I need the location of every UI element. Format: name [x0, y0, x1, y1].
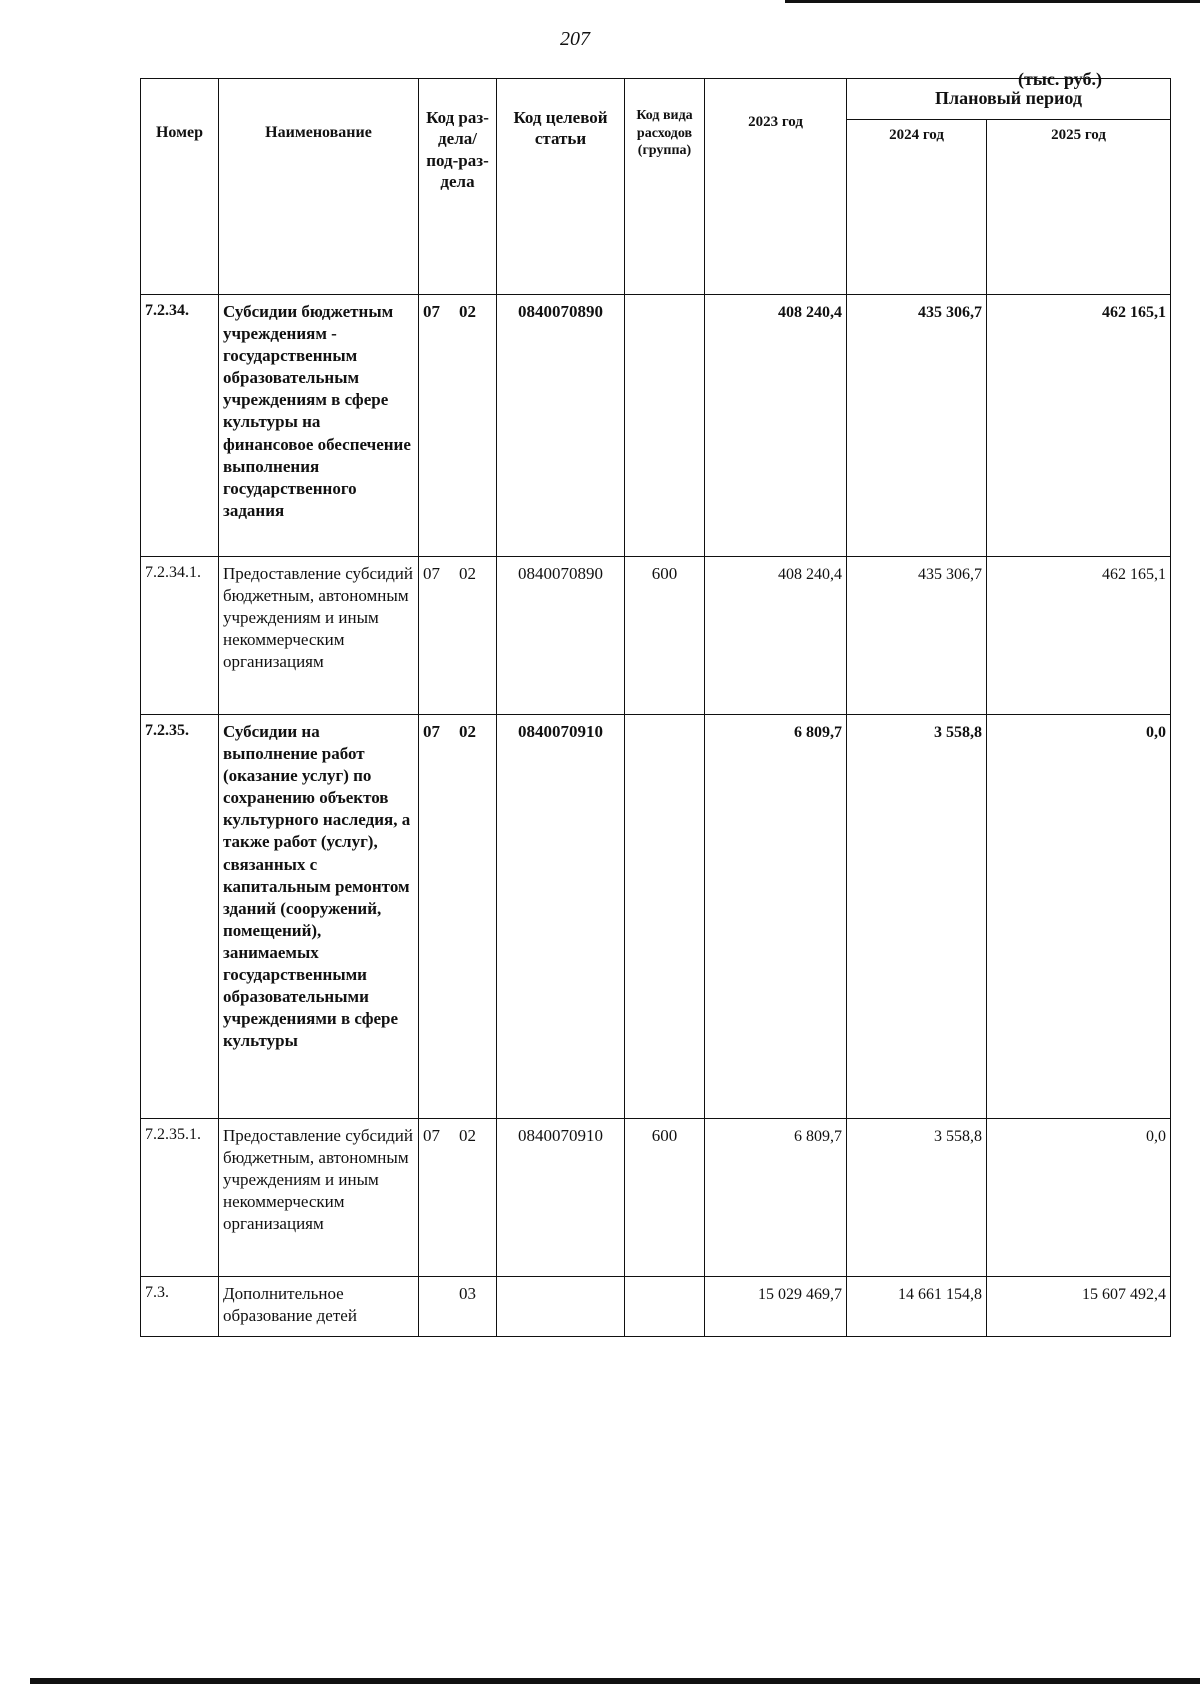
table-row	[141, 1277, 1171, 1337]
row-value-2023: 15 029 469,7	[705, 1277, 847, 1337]
row-name: Субсидии бюджетным учреждениям - государственным образовательным учреждениям в сфере культуры на финансовое обеспечение выполнения государственного задания	[219, 295, 419, 557]
row-value-2024: 435 306,7	[847, 295, 987, 557]
row-podrazdel: 02	[459, 1126, 476, 1145]
row-podrazdel: 02	[459, 564, 476, 583]
header-number: Номер	[141, 79, 219, 295]
bottom-rule	[30, 1678, 1200, 1684]
row-value-2025: 462 165,1	[987, 557, 1171, 715]
row-podrazdel: 02	[459, 302, 476, 321]
header-section-code: Код раз-дела/ под-раз-дела	[419, 79, 497, 295]
units-label: (тыс. руб.)	[1018, 69, 1102, 89]
row-name: Субсидии на выполнение работ (оказание услуг) по сохранению объектов культурного наследия, а также работ (услуг), связанных с капитальным ремонтом зданий (сооружений, помещений), занимаемых государственными образовательными учреждениями в сфере культуры	[219, 715, 419, 1119]
row-razdel: 07	[423, 1126, 440, 1145]
header-name: Наименование	[219, 79, 419, 295]
header-target-code: Код целевой статьи	[497, 79, 625, 295]
row-section-code	[419, 1119, 497, 1277]
row-section-code	[419, 557, 497, 715]
row-value-2023: 408 240,4	[705, 295, 847, 557]
row-target-code: 0840070890	[497, 557, 625, 715]
table-row	[141, 557, 1171, 715]
row-value-2024: 14 661 154,8	[847, 1277, 987, 1337]
row-value-2024: 435 306,7	[847, 557, 987, 715]
table-row	[141, 715, 1171, 1119]
row-expense-code: 600	[625, 1119, 705, 1277]
row-target-code: 0840070910	[497, 715, 625, 1119]
row-number: 7.2.35.	[141, 715, 219, 1119]
header-planned-period: Плановый период	[847, 79, 1171, 120]
row-podrazdel: 03	[459, 1284, 476, 1303]
row-number: 7.2.35.1.	[141, 1119, 219, 1277]
row-number: 7.2.34.1.	[141, 557, 219, 715]
row-value-2023: 6 809,7	[705, 715, 847, 1119]
row-razdel: 07	[423, 302, 440, 321]
table-row	[141, 1119, 1171, 1277]
row-razdel: 07	[423, 564, 440, 583]
row-expense-code	[625, 715, 705, 1119]
row-target-code: 0840070890	[497, 295, 625, 557]
row-expense-code	[625, 1277, 705, 1337]
top-rule	[785, 0, 1200, 3]
row-target-code: 0840070910	[497, 1119, 625, 1277]
row-value-2025: 0,0	[987, 1119, 1171, 1277]
row-value-2024: 3 558,8	[847, 715, 987, 1119]
table-row	[141, 295, 1171, 557]
row-target-code	[497, 1277, 625, 1337]
row-name: Дополнительное образование детей	[219, 1277, 419, 1337]
header-2023: 2023 год	[705, 79, 847, 295]
row-value-2024: 3 558,8	[847, 1119, 987, 1277]
row-value-2023: 408 240,4	[705, 557, 847, 715]
row-expense-code: 600	[625, 557, 705, 715]
row-name: Предоставление субсидий бюджетным, автономным учреждениям и иным некоммерческим организациям	[219, 1119, 419, 1277]
row-section-code	[419, 1277, 497, 1337]
page-number: 207	[560, 28, 590, 50]
row-podrazdel: 02	[459, 722, 476, 741]
row-value-2025: 0,0	[987, 715, 1171, 1119]
row-number: 7.2.34.	[141, 295, 219, 557]
row-number: 7.3.	[141, 1277, 219, 1337]
row-value-2025: 462 165,1	[987, 295, 1171, 557]
header-row	[141, 79, 1171, 120]
row-section-code	[419, 715, 497, 1119]
budget-table	[140, 78, 1171, 1337]
header-expense-code: Код вида расходов (группа)	[625, 79, 705, 295]
row-name: Предоставление субсидий бюджетным, автономным учреждениям и иным некоммерческим организациям	[219, 557, 419, 715]
header-2025: 2025 год	[987, 120, 1171, 295]
row-value-2023: 6 809,7	[705, 1119, 847, 1277]
row-value-2025: 15 607 492,4	[987, 1277, 1171, 1337]
row-razdel: 07	[423, 722, 440, 741]
row-expense-code	[625, 295, 705, 557]
row-section-code	[419, 295, 497, 557]
header-2024: 2024 год	[847, 120, 987, 295]
